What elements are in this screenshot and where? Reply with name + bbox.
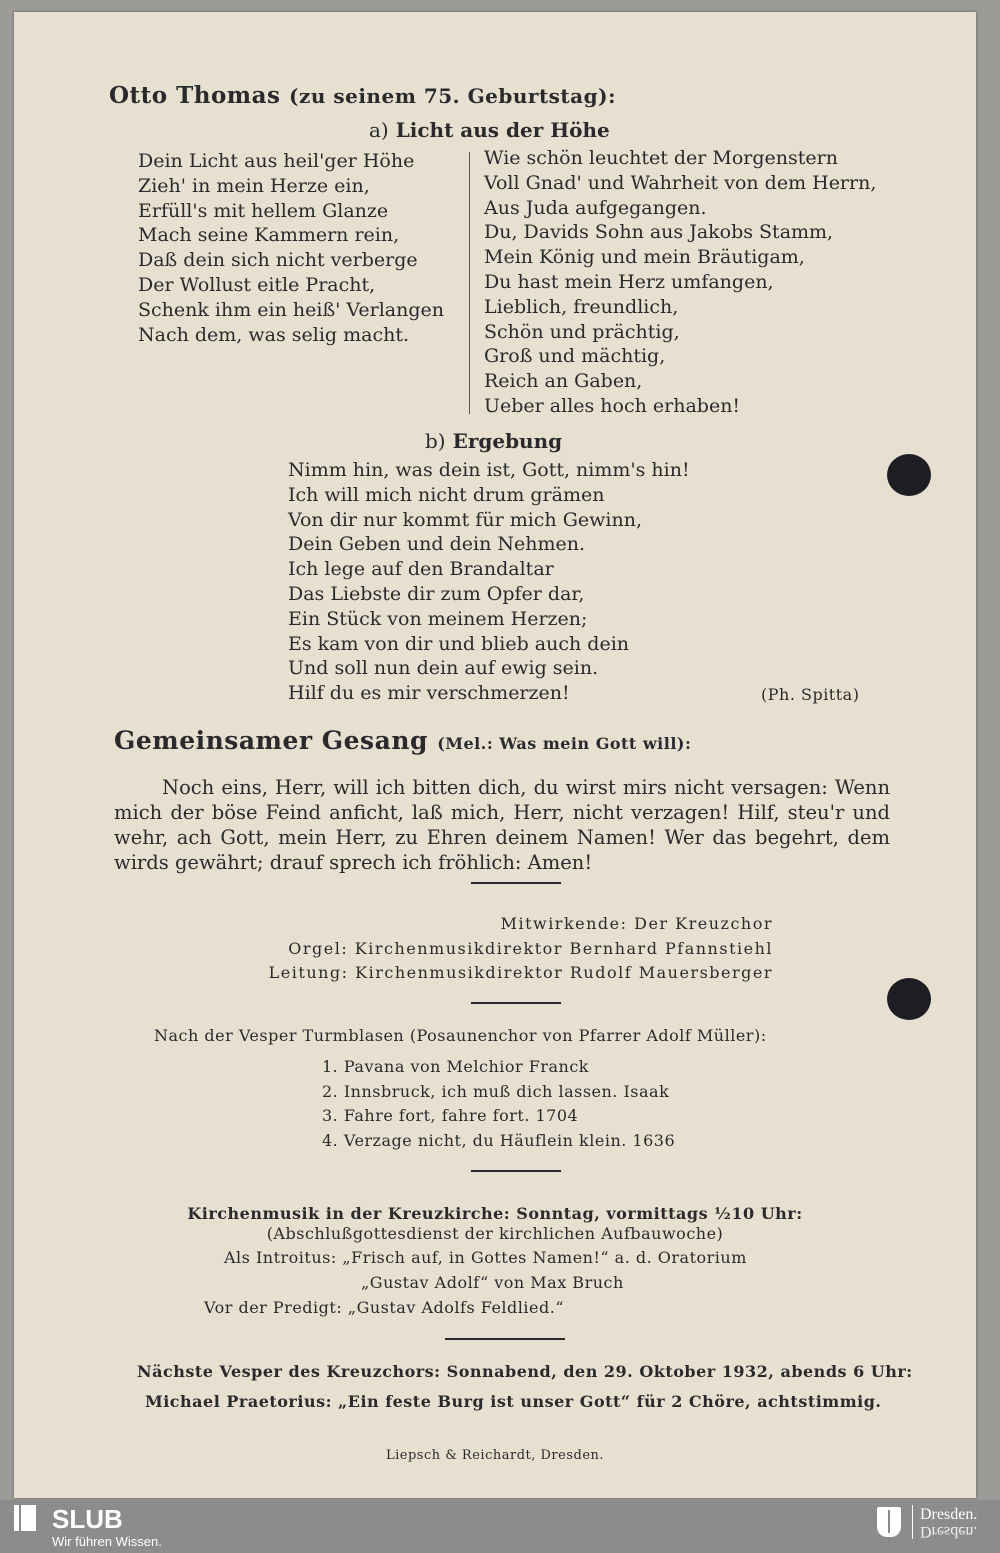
verse-line: Zieh' in mein Herze ein, <box>138 174 370 197</box>
dresden-crest-icon <box>877 1507 901 1537</box>
verse-line: Daß dein sich nicht verberge <box>138 249 418 272</box>
song-b-verse <box>288 458 690 706</box>
verse-line: Nimm hin, was dein ist, Gott, nimm's hin! <box>288 459 690 481</box>
composer-name: Otto Thomas <box>109 82 281 109</box>
list-item: 2. Innsbruck, ich muß dich lassen. Isaak <box>322 1081 670 1101</box>
verse-line: Groß und mächtig, <box>484 345 666 368</box>
verse-line: Dein Geben und dein Nehmen. <box>288 533 586 556</box>
common-song-heading <box>114 726 691 755</box>
divider-rule <box>471 882 561 884</box>
after-vesper-heading: Nach der Vesper Turmblasen (Posaunenchor von Pfarrer Adolf Müller): <box>154 1026 767 1045</box>
verse-line: Dein Licht aus heil'ger Höhe <box>138 150 415 172</box>
credit-line: Leitung: Kirchenmusikdirektor Rudolf Mauersberger <box>268 963 773 982</box>
sermon-line: Vor der Predigt: „Gustav Adolfs Feldlied.“ <box>204 1298 564 1317</box>
composer-occasion: (zu seinem 75. Geburtstag): <box>289 84 616 108</box>
verse-line: Schön und prächtig, <box>484 320 680 343</box>
verse-line: Du hast mein Herz umfangen, <box>484 270 774 293</box>
divider-rule <box>471 1170 561 1172</box>
verse-line: Lieblich, freundlich, <box>484 295 679 318</box>
verse-line: Reich an Gaben, <box>484 370 643 393</box>
song-a-title: Licht aus der Höhe <box>395 118 610 142</box>
list-item: 3. Fahre fort, fahre fort. 1704 <box>322 1106 579 1125</box>
dresden-label: Dresden. <box>920 1506 978 1523</box>
verse-line: Mach seine Kammern rein, <box>138 224 400 247</box>
song-a-left-verse <box>138 149 444 347</box>
column-divider <box>469 152 470 414</box>
piece-title <box>109 82 616 109</box>
slub-brand: SLUB <box>52 1504 123 1534</box>
common-song-melody: (Mel.: Was mein Gott will): <box>437 734 692 753</box>
church-music-heading: Kirchenmusik in der Kreuzkirche: Sonntag, vormittags ½10 Uhr: <box>187 1204 803 1223</box>
introitus-continuation: „Gustav Adolf“ von Max Bruch <box>361 1273 624 1292</box>
common-song-title: Gemeinsamer Gesang <box>114 726 428 755</box>
divider-rule <box>445 1338 565 1340</box>
program-sheet <box>14 12 976 1498</box>
punch-hole-top <box>887 454 931 496</box>
punch-hole-bottom <box>887 978 931 1020</box>
verse-line: Es kam von dir und blieb auch dein <box>288 632 630 655</box>
verse-line: Von dir nur kommt für mich Gewinn, <box>288 508 642 531</box>
song-b-heading: b) Ergebung <box>425 429 563 453</box>
dresden-label-mirror: Dresden. <box>920 1523 978 1540</box>
list-item: 4. Verzage nicht, du Häuflein klein. 1636 <box>322 1130 676 1150</box>
verse-line: Das Liebste dir zum Opfer dar, <box>288 582 585 605</box>
verse-line: Hilf du es mir verschmerzen! <box>288 682 570 705</box>
song-b-title: Ergebung <box>452 429 563 453</box>
credits-block <box>269 912 773 986</box>
song-a-heading: a) Licht aus der Höhe <box>369 118 610 142</box>
footer-divider <box>912 1505 913 1539</box>
verse-line: Und soll nun dein auf ewig sein. <box>288 657 599 680</box>
next-vesper-line: Nächste Vesper des Kreuzchors: Sonnabend, den 29. Oktober 1932, abends 6 Uhr: <box>137 1362 913 1381</box>
printer-imprint: Liepsch & Reichardt, Dresden. <box>385 1448 605 1463</box>
verse-line: Ein Stück von meinem Herzen; <box>288 607 588 630</box>
verse-line: Voll Gnad' und Wahrheit von dem Herrn, <box>484 171 877 194</box>
slub-tagline: Wir führen Wissen. <box>52 1534 162 1549</box>
next-vesper-program: Michael Praetorius: „Ein feste Burg ist unser Gott“ für 2 Chöre, achtstimmig. <box>145 1392 882 1411</box>
song-b-author: (Ph. Spitta) <box>761 685 860 704</box>
credit-line: Orgel: Kirchenmusikdirektor Bernhard Pfannstiehl <box>288 938 773 958</box>
verse-line: Schenk ihm ein heiß' Verlangen <box>138 298 444 321</box>
list-item: 1. Pavana von Melchior Franck <box>322 1057 589 1076</box>
verse-line: Du, Davids Sohn aus Jakobs Stamm, <box>484 221 834 244</box>
verse-line: Ueber alles hoch erhaben! <box>484 394 741 417</box>
divider-rule <box>471 1002 561 1004</box>
common-song-text: Noch eins, Herr, will ich bitten dich, du wirst mirs nicht versagen: Wenn mich der böse Feind anficht, laß mich, Herr, nicht verzagen! Hilf, steu'r und wehr, ach Gott, mein Herr, zu Ehren deinem Namen! Wer das begehrt, dem wirds gewährt; drauf sprech ich fröhlich: Amen! <box>114 776 890 874</box>
verse-line: Erfüll's mit hellem Glanze <box>138 199 389 222</box>
verse-line: Ich lege auf den Brandaltar <box>288 558 554 581</box>
slub-logo-icon <box>14 1505 36 1531</box>
footer-bar <box>0 1500 1000 1553</box>
introitus-line: Als Introitus: „Frisch auf, in Gottes Namen!“ a. d. Oratorium <box>224 1248 747 1267</box>
credit-line: Mitwirkende: Der Kreuzchor <box>500 914 773 933</box>
verse-line: Ich will mich nicht drum grämen <box>288 483 605 506</box>
after-vesper-list <box>322 1055 675 1153</box>
verse-line: Wie schön leuchtet der Morgenstern <box>484 147 838 169</box>
verse-line: Nach dem, was selig macht. <box>138 323 410 346</box>
verse-line: Mein König und mein Bräutigam, <box>484 246 805 269</box>
church-music-subtitle: (Abschlußgottesdienst der kirchlichen Aufbauwoche) <box>266 1224 724 1243</box>
song-a-right-verse <box>484 146 876 419</box>
verse-line: Aus Juda aufgegangen. <box>484 196 707 219</box>
verse-line: Der Wollust eitle Pracht, <box>138 273 376 296</box>
